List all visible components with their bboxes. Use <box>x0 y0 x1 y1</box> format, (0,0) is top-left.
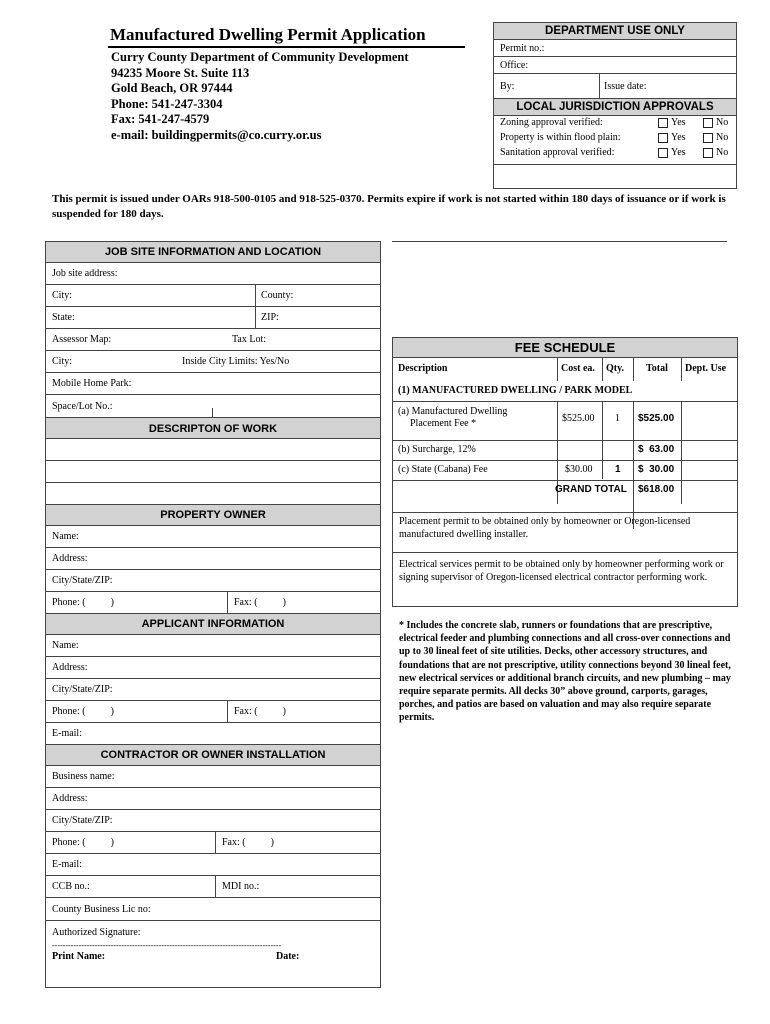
address-line: Gold Beach, OR 97444 <box>111 81 233 95</box>
fee-item-total: $ 63.00 <box>638 444 675 455</box>
address-line: Curry County Department of Community Development <box>111 50 409 64</box>
fee-item-cost: $525.00 <box>562 413 595 424</box>
approval-row-flood <box>500 132 736 147</box>
field-label: Space/Lot No.: <box>52 400 113 412</box>
permit-no-label: Permit no.: <box>500 42 545 54</box>
field-label: City/State/ZIP: <box>52 684 113 695</box>
city-label: City: <box>52 290 73 301</box>
grand-total-row <box>393 480 737 501</box>
issue-date-label: Issue date: <box>604 80 647 92</box>
fee-item-total: $ 30.00 <box>638 464 675 475</box>
contractor-phone-fax-row <box>46 832 380 854</box>
local-approvals-title: LOCAL JURISDICTION APPROVALS <box>494 99 736 116</box>
approval-rows <box>494 116 736 162</box>
fee-item-desc: (c) State (Cabana) Fee <box>398 464 488 475</box>
contractor-address-field[interactable] <box>46 788 380 810</box>
yes-checkbox[interactable] <box>658 148 668 158</box>
yes-option[interactable] <box>655 132 686 143</box>
address-line: 94235 Moore St. Suite 113 <box>111 65 250 80</box>
fee-item-qty: 1 <box>615 413 620 424</box>
by-issue-row <box>494 74 736 99</box>
phone-label: Phone: ( ) <box>52 706 114 717</box>
assessor-row <box>46 329 380 351</box>
grand-total-label: GRAND TOTAL <box>555 484 627 495</box>
divider <box>494 164 736 165</box>
col-description: Description <box>398 363 448 374</box>
fee-item-row <box>393 460 737 481</box>
yes-label: Yes <box>671 147 686 158</box>
date-label: Date: <box>276 951 300 962</box>
field-label: County Business Lic no: <box>52 903 151 915</box>
owner-phone-fax-row <box>46 592 380 614</box>
fee-item-total: $525.00 <box>638 413 675 424</box>
address-line: Phone: 541-247-3304 <box>111 96 223 111</box>
signature-label: Authorized Signature: <box>52 927 141 938</box>
ccb-mdi-row <box>46 876 380 898</box>
yes-label: Yes <box>671 117 686 128</box>
yes-checkbox[interactable] <box>658 118 668 128</box>
department-use-box <box>493 22 737 189</box>
fee-item-row <box>393 401 737 441</box>
job-site-title: JOB SITE INFORMATION AND LOCATION <box>46 242 380 263</box>
contractor-email-field[interactable] <box>46 854 380 876</box>
phone-label: Phone: ( ) <box>52 597 114 608</box>
fee-item-desc: (a) Manufactured Dwelling <box>398 406 508 417</box>
space-lot-field[interactable] <box>46 395 380 417</box>
county-label: County: <box>261 290 294 301</box>
permit-no-field[interactable] <box>494 40 736 57</box>
yes-option[interactable] <box>655 147 686 158</box>
permit-notice: This permit is issued under OARs 918-500-0105 and 918-525-0370. Permits expire if work is not started within 180 days of issuance or if work is suspended for 180 days. <box>52 193 726 220</box>
description-line[interactable] <box>46 439 380 461</box>
yes-label: Yes <box>671 132 686 143</box>
no-option[interactable] <box>700 132 728 143</box>
contractor-city-state-zip-field[interactable] <box>46 810 380 832</box>
fee-table <box>393 358 737 529</box>
divider <box>255 285 256 306</box>
applicant-email-field[interactable] <box>46 723 380 745</box>
col-qty: Qty. <box>606 363 625 374</box>
signature-dashes: -------------------------------------------------------------------------------------- <box>52 941 282 950</box>
title-rule <box>108 46 465 48</box>
divider <box>227 592 228 613</box>
office-label: Office: <box>500 59 529 71</box>
col-total: Total <box>646 363 668 374</box>
yes-option[interactable] <box>655 117 686 128</box>
field-label: Name: <box>52 531 79 542</box>
field-label: E-mail: <box>52 859 82 870</box>
print-name-label: Print Name: <box>52 951 106 962</box>
fee-item-desc: (b) Surcharge, 12% <box>398 444 476 455</box>
fax-label: Fax: ( ) <box>234 706 286 717</box>
approval-label: Zoning approval verified: <box>500 117 603 128</box>
field-label: Mobile Home Park: <box>52 378 132 389</box>
address-line: Fax: 541-247-4579 <box>111 112 210 126</box>
field-label: City/State/ZIP: <box>52 815 113 826</box>
fee-section-row <box>393 381 737 402</box>
field-label: E-mail: <box>52 728 82 739</box>
fee-item-desc: Placement Fee * <box>410 418 477 429</box>
field-label: Job site address: <box>52 268 118 279</box>
fee-schedule <box>392 337 738 607</box>
city-limits-row <box>46 351 380 373</box>
mdi-label: MDI no.: <box>222 881 260 892</box>
assessor-map-label: Assessor Map: <box>52 334 112 345</box>
no-checkbox[interactable] <box>703 148 713 158</box>
tax-lot-label: Tax Lot: <box>232 334 267 345</box>
no-label: No <box>716 147 729 158</box>
phone-label: Phone: ( ) <box>52 837 114 848</box>
col-dept: Dept. Use <box>685 363 727 374</box>
footnote: * Includes the concrete slab, runners or foundations that are prescriptive, electrical feeder and plumbing connections and all cross-over connections and up to 30 lineal feet of site utilities. Decks, other accessory structures, and foundations that are not prescriptive, utility connections beyond 30 lineal feet, new electrical services or additional branch circuits, and new plumbing – may require separate permits. All decks 30” above ground, carports, garages, porches, and patios are based on valuation and may also require separate permits. <box>399 620 731 724</box>
property-owner-title: PROPERTY OWNER <box>46 505 380 526</box>
fee-header-row <box>393 358 737 382</box>
divider <box>215 832 216 853</box>
fee-item-qty: 1 <box>615 464 621 475</box>
job-site-address-field[interactable] <box>46 263 380 285</box>
divider <box>255 307 256 328</box>
no-label: No <box>716 132 729 143</box>
no-checkbox[interactable] <box>703 133 713 143</box>
approval-row-sanitation <box>500 147 736 162</box>
state-label: State: <box>52 312 75 323</box>
description-line[interactable] <box>46 461 380 483</box>
fax-label: Fax: ( ) <box>234 597 286 608</box>
approval-row-zoning <box>500 117 736 132</box>
county-business-lic-field[interactable] <box>46 898 380 921</box>
divider <box>212 408 213 417</box>
owner-address-field[interactable] <box>46 548 380 570</box>
electrical-note: Electrical services permit to be obtained only by homeowner performing work or signing supervisor of Oregon-licensed electrical contractor performing work. <box>399 559 724 583</box>
form-title: Manufactured Dwelling Permit Application <box>110 25 426 44</box>
signature-block[interactable] <box>46 921 380 981</box>
applicant-name-field[interactable] <box>46 635 380 657</box>
fee-item-row <box>393 440 737 461</box>
divider <box>599 74 600 98</box>
inside-city-limits-label: Inside City Limits: Yes/No <box>182 356 290 367</box>
field-label: Address: <box>52 553 88 564</box>
state-zip-row <box>46 307 380 329</box>
no-label: No <box>716 117 729 128</box>
no-checkbox[interactable] <box>703 118 713 128</box>
field-label: City/State/ZIP: <box>52 575 113 586</box>
agency-address <box>111 50 409 143</box>
office-field[interactable] <box>494 57 736 74</box>
owner-name-field[interactable] <box>46 526 380 548</box>
fee-schedule-title: FEE SCHEDULE <box>393 338 737 358</box>
address-line: e-mail: buildingpermits@co.curry.or.us <box>111 127 322 142</box>
applicant-phone-fax-row <box>46 701 380 723</box>
approval-label: Sanitation approval verified: <box>500 147 615 158</box>
by-label: By: <box>500 80 515 92</box>
field-label: Address: <box>52 793 88 804</box>
fee-section-label: (1) MANUFACTURED DWELLING / PARK MODEL <box>398 385 633 396</box>
mobile-home-park-field[interactable] <box>46 373 380 395</box>
blank-rule <box>392 241 727 242</box>
divider <box>215 876 216 897</box>
description-line[interactable] <box>46 483 380 505</box>
applicant-address-field[interactable] <box>46 657 380 679</box>
no-option[interactable] <box>700 117 728 128</box>
applicant-city-state-zip-field[interactable] <box>46 679 380 701</box>
col-cost: Cost ea. <box>561 363 595 374</box>
approval-label: Property is within flood plain: <box>500 132 621 143</box>
ccb-label: CCB no.: <box>52 881 90 892</box>
no-option[interactable] <box>700 147 728 158</box>
left-form <box>45 241 381 988</box>
field-label: Name: <box>52 640 79 651</box>
department-use-title: DEPARTMENT USE ONLY <box>494 23 736 40</box>
city-label: City: <box>52 356 73 367</box>
divider <box>227 701 228 722</box>
city-county-row <box>46 285 380 307</box>
fax-label: Fax: ( ) <box>222 837 274 848</box>
business-name-field[interactable] <box>46 766 380 788</box>
yes-checkbox[interactable] <box>658 133 668 143</box>
description-title: DESCRIPTON OF WORK <box>46 417 380 439</box>
field-label: Address: <box>52 662 88 673</box>
field-label: Business name: <box>52 771 115 782</box>
owner-city-state-zip-field[interactable] <box>46 570 380 592</box>
contractor-title: CONTRACTOR OR OWNER INSTALLATION <box>46 745 380 766</box>
applicant-title: APPLICANT INFORMATION <box>46 614 380 635</box>
placement-note: Placement permit to be obtained only by homeowner or Oregon-licensed manufactured dwelling installer. <box>393 512 737 553</box>
grand-total-value: $618.00 <box>638 484 675 495</box>
zip-label: ZIP: <box>261 312 279 323</box>
fee-item-cost: $30.00 <box>565 464 593 475</box>
